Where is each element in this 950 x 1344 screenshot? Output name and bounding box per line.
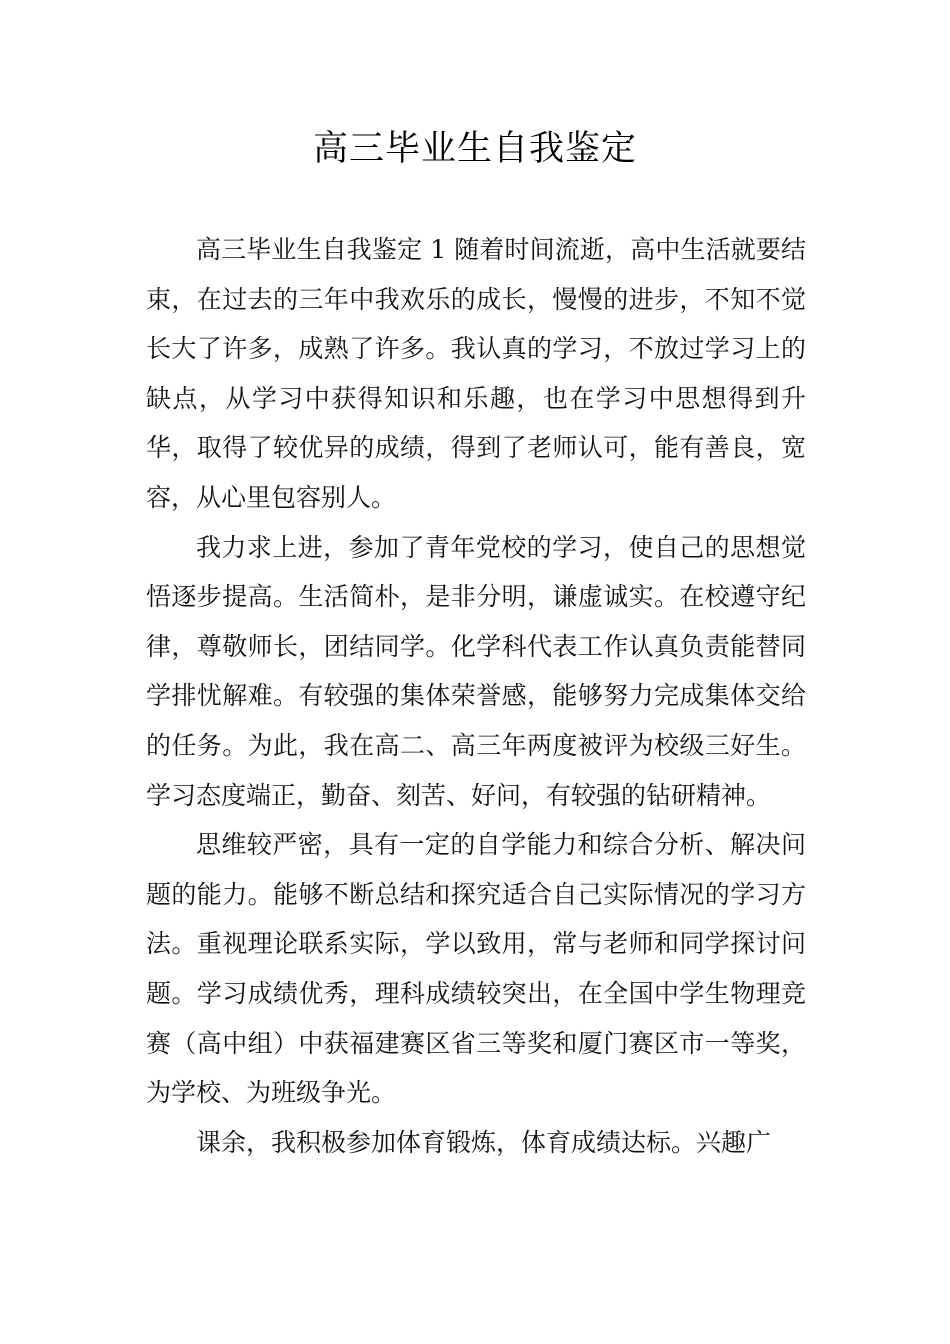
paragraph-1: 高三毕业生自我鉴定 1 随着时间流逝，高中生活就要结束，在过去的三年中我欢乐的成长，慢慢的进步，不知不觉长大了许多，成熟了许多。我认真的学习，不放过学习上的缺点，从学习中获得知识和乐趣，也在学习中思想得到升华，取得了较优异的成绩，得到了老师认可，能有善良，宽容，从心里包容别人。: [146, 235, 806, 512]
document-title: 高三毕业生自我鉴定: [312, 129, 637, 169]
paragraph-2: 我力求上进，参加了青年党校的学习，使自己的思想觉悟逐步提高。生活简朴，是非分明，谦虚诚实。在校遵守纪律，尊敬师长，团结同学。化学科代表工作认真负责能替同学排忧解难。有较强的集体荣誉感，能够努力完成集体交给的任务。为此，我在高二、高三年两度被评为校级三好生。学习态度端正，勤奋、刻苦、好问，有较强的钻研精神。: [146, 532, 806, 810]
document-body: [146, 225, 806, 1167]
paragraph-3: 思维较严密，具有一定的自学能力和综合分析、解决问题的能力。能够不断总结和探究适合自己实际情况的学习方法。重视理论联系实际，学以致用，常与老师和同学探讨问题。学习成绩优秀，理科成绩较突出，在全国中学生物理竞赛（高中组）中获福建赛区省三等奖和厦门赛区市一等奖，为学校、为班级争光。: [146, 830, 806, 1108]
paragraph-4: 课余，我积极参加体育锻炼，体育成绩达标。兴趣广: [196, 1127, 772, 1157]
